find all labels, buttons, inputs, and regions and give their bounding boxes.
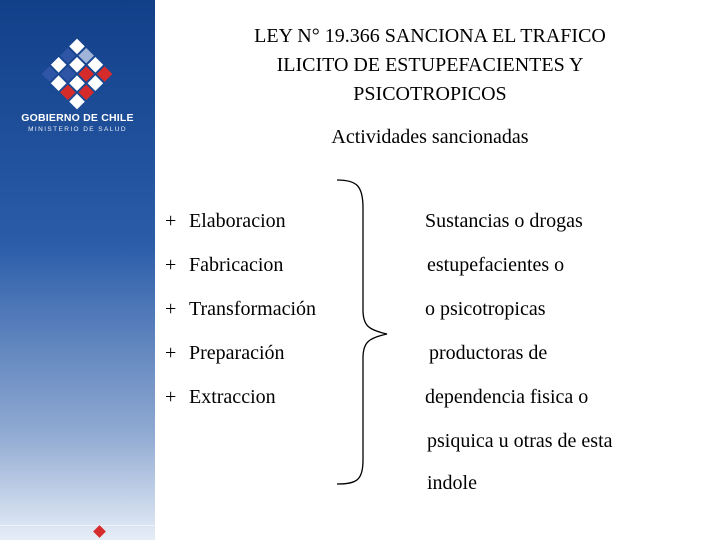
description-line: productoras de: [429, 342, 548, 364]
description-line: o psicotropicas: [425, 298, 546, 320]
title-line: PSICOTROPICOS: [353, 83, 507, 105]
plus-bullet-icon: +: [165, 342, 177, 364]
description-line: Sustancias o drogas: [425, 210, 583, 232]
activity-label: Elaboracion: [189, 210, 286, 232]
plus-bullet-icon: +: [165, 210, 177, 232]
plus-bullet-icon: +: [165, 298, 177, 320]
slide-title: [190, 22, 670, 109]
government-logo: [0, 30, 155, 140]
list-item: [165, 342, 285, 365]
list-item: [165, 254, 283, 277]
activity-label: Transformación: [189, 298, 317, 320]
description-line: indole: [427, 472, 477, 494]
sidebar-panel: [0, 0, 155, 540]
red-diamond-icon: [93, 525, 106, 538]
description-line: dependencia fisica o: [425, 386, 589, 408]
plus-bullet-icon: +: [165, 386, 177, 408]
activity-label: Extraccion: [189, 386, 276, 408]
logo-ministry-name: MINISTERIO DE SALUD: [28, 126, 127, 133]
description-line: psiquica u otras de esta: [427, 430, 613, 452]
title-line: LEY N° 19.366 SANCIONA EL TRAFICO: [254, 25, 606, 47]
activity-label: Preparación: [189, 342, 285, 364]
brace-icon: [335, 178, 395, 488]
list-item: [165, 298, 316, 321]
description-line: estupefacientes o: [427, 254, 565, 276]
activity-label: Fabricacion: [189, 254, 284, 276]
slide-subtitle: Actividades sancionadas: [331, 126, 529, 148]
chile-emblem-icon: [36, 36, 118, 112]
list-item: [165, 210, 286, 233]
logo-government-name: GOBIERNO DE CHILE: [21, 112, 134, 124]
plus-bullet-icon: +: [165, 254, 177, 276]
sidebar-divider: [0, 525, 155, 526]
list-item: [165, 386, 276, 409]
title-line: ILICITO DE ESTUPEFACIENTES Y: [276, 54, 584, 76]
